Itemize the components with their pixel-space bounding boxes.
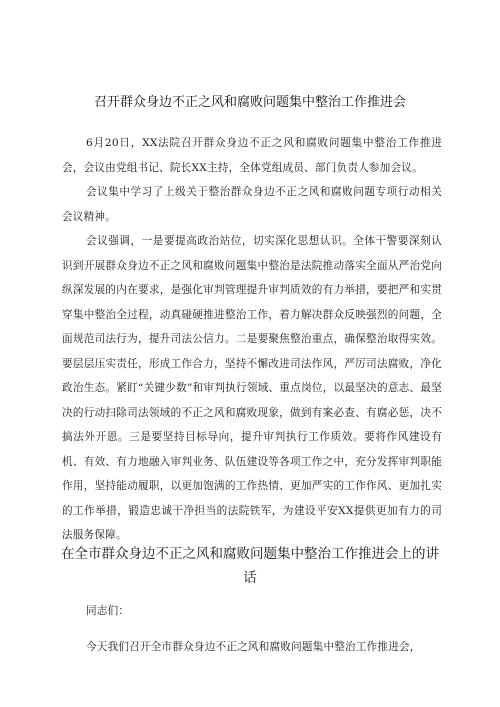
speech-opening: 今天我们召开全市群众身边不正之风和腐败问题集中整治工作推进会， bbox=[86, 641, 421, 653]
document-title: 召开群众身边不正之风和腐败问题集中整治工作推进会 bbox=[93, 95, 406, 110]
speech-salutation: 同志们： bbox=[86, 605, 130, 617]
speech-title: 在全市群众身边不正之风和腐败问题集中整治工作推进会上的讲话 bbox=[61, 546, 439, 586]
paragraph-meeting-intro: 6月20日，XX法院召开群众身边不正之风和腐败问题集中整治工作推进会，会议由党组书记、院长XX主持，全体党组成员、部门负责人参加会议。 bbox=[62, 137, 442, 174]
paragraph-meeting-study: 会议集中学习了上级关于整治群众身边不正之风和腐败问题专项行动相关会议精神。 bbox=[62, 186, 442, 223]
paragraph-meeting-emphasis: 会议强调，一是要提高政治站位，切实深化思想认识。全体干警要深刻认识到开展群众身边不正之风和腐败问题集中整治是法院推动落实全面从严治党向纵深发展的内在要求，是强化审判管理提升审判质效的有力举措，要把严和实贯穿集中整治全过程，动真碰硬推进整治工作，着力解决群众反映强烈的问题，全面规范司法行为，提升司法公信力。二是要聚焦整治重点，确保整治取得实效。要层层压实责任，形成工作合力，坚持不懈改进司法作风，严厉司法腐败，净化政治生态。紧盯“关键少数”和审判执行领域、重点岗位，以最坚决的意志、最坚决的行动扫除司法领域的不正之风和腐败现象，做到有案必查、有腐必惩，决不搞法外开恩。三是要坚持目标导向，提升审判执行工作质效。要将作风建设有机、有效、有力地融入审判业务、队伍建设等各项工作之中，充分发挥审判职能作用，坚持能动履职，以更加饱满的工作热情、更加严实的工作作风、更加扎实的工作举措，锻造忠诚干净担当的法院铁军，为建设平安XX提供更加有力的司法服务保障。 bbox=[62, 235, 442, 541]
